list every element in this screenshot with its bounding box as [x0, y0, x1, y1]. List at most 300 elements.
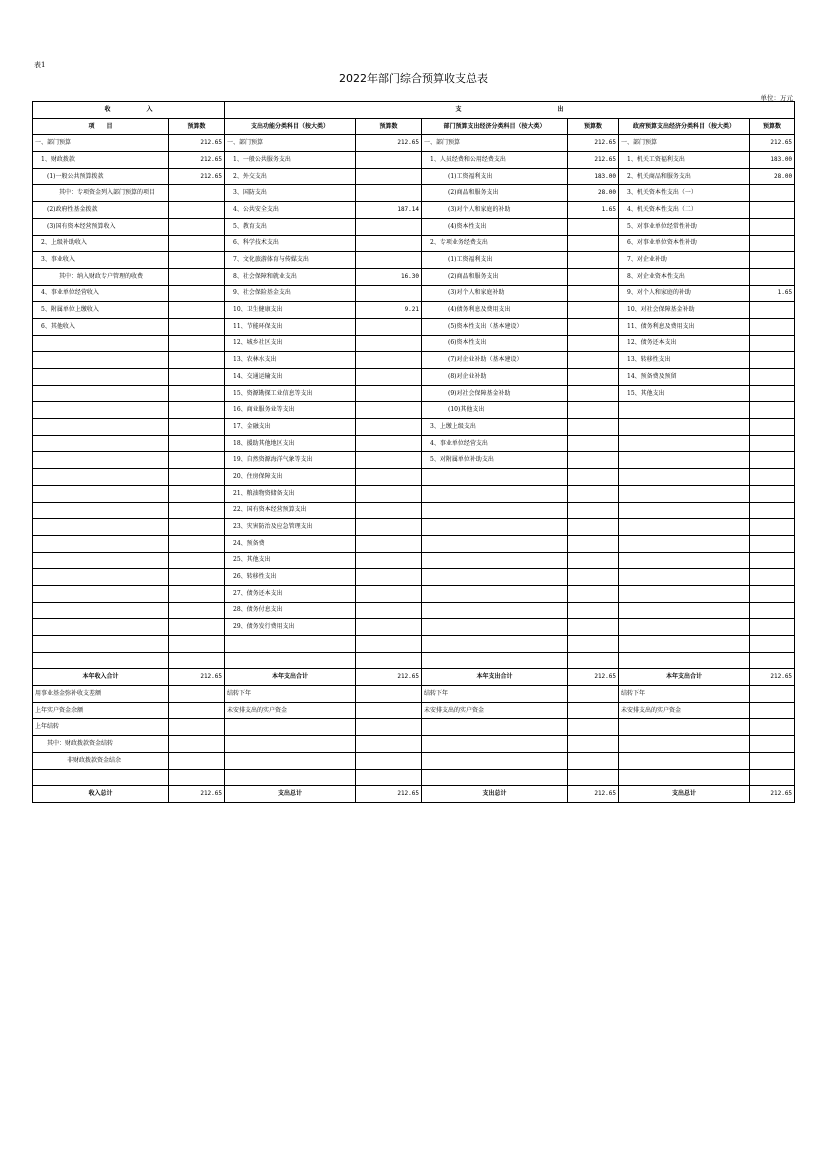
item-cell	[33, 352, 169, 369]
table-row	[33, 686, 795, 703]
table-row	[33, 469, 795, 486]
amount-cell	[568, 636, 619, 653]
amount-cell	[169, 235, 225, 252]
item-cell: 4、事业单位经营收入	[33, 285, 169, 302]
amount-cell	[568, 552, 619, 569]
item-cell	[225, 736, 356, 753]
item-cell: 收入总计	[33, 786, 169, 803]
table-row	[33, 185, 795, 202]
item-cell	[225, 719, 356, 736]
item-cell	[33, 519, 169, 536]
amount-cell	[568, 352, 619, 369]
item-cell: 一、部门预算	[422, 135, 568, 152]
item-cell: 未安排支出的实户资金	[422, 702, 568, 719]
table-row	[33, 369, 795, 386]
item-cell	[33, 335, 169, 352]
item-cell: 16、商业服务业等支出	[225, 402, 356, 419]
item-cell: 13、农林水支出	[225, 352, 356, 369]
item-cell	[422, 585, 568, 602]
item-cell	[33, 485, 169, 502]
item-cell: (3)对个人和家庭的补助	[422, 202, 568, 219]
item-cell: 22、国有资本经营预算支出	[225, 502, 356, 519]
amount-cell	[356, 469, 422, 486]
table-row	[33, 402, 795, 419]
amount-cell	[750, 469, 795, 486]
amount-cell	[568, 302, 619, 319]
table-row	[33, 135, 795, 152]
item-cell: 3、事业收入	[33, 252, 169, 269]
item-cell: 14、交通运输支出	[225, 369, 356, 386]
item-cell: 5、教育支出	[225, 218, 356, 235]
amount-cell	[750, 419, 795, 436]
table-row	[33, 168, 795, 185]
item-cell: 21、粮油物资储备支出	[225, 485, 356, 502]
amount-cell	[169, 385, 225, 402]
item-cell: 4、机关资本性支出（二）	[619, 202, 750, 219]
amount-cell: 183.00	[568, 168, 619, 185]
amount-cell	[356, 619, 422, 636]
amount-cell	[568, 585, 619, 602]
item-cell: 支出总计	[619, 786, 750, 803]
table-row	[33, 602, 795, 619]
amount-cell	[568, 502, 619, 519]
item-cell	[619, 519, 750, 536]
item-cell	[33, 569, 169, 586]
amount-cell	[568, 335, 619, 352]
item-cell	[619, 419, 750, 436]
item-cell	[33, 652, 169, 669]
table-number: 表1	[34, 61, 46, 69]
item-cell	[619, 752, 750, 769]
item-cell: (10)其他支出	[422, 402, 568, 419]
amount-cell	[750, 619, 795, 636]
amount-cell	[356, 552, 422, 569]
item-cell	[619, 502, 750, 519]
item-cell: 本年支出合计	[225, 669, 356, 686]
amount-cell	[169, 185, 225, 202]
amount-cell	[750, 552, 795, 569]
item-cell: (4)资本性支出	[422, 218, 568, 235]
amount-cell	[169, 335, 225, 352]
amount-cell	[750, 402, 795, 419]
amount-cell	[568, 235, 619, 252]
total-row	[33, 786, 795, 803]
table-row	[33, 585, 795, 602]
item-cell	[33, 619, 169, 636]
table-row	[33, 335, 795, 352]
amount-cell: 212.65	[356, 135, 422, 152]
item-cell	[33, 369, 169, 386]
amount-cell	[356, 736, 422, 753]
item-cell: (2)商品和服务支出	[422, 185, 568, 202]
item-cell	[422, 569, 568, 586]
column-header: 支出功能分类科目（按大类）	[225, 118, 356, 135]
amount-cell: 212.65	[568, 135, 619, 152]
table-row	[33, 636, 795, 653]
amount-cell: 212.65	[750, 786, 795, 803]
item-cell: 5、对附属单位补助支出	[422, 452, 568, 469]
item-cell: (3)对个人和家庭补助	[422, 285, 568, 302]
item-cell: 2、专项业务经费支出	[422, 235, 568, 252]
item-cell	[619, 636, 750, 653]
amount-cell: 212.65	[169, 152, 225, 169]
table-row	[33, 485, 795, 502]
item-cell: 9、对个人和家庭的补助	[619, 285, 750, 302]
item-cell: 1、财政拨款	[33, 152, 169, 169]
item-cell: 未安排支出的实户资金	[619, 702, 750, 719]
item-cell: 1、一般公共服务支出	[225, 152, 356, 169]
item-cell	[422, 519, 568, 536]
amount-cell	[356, 452, 422, 469]
amount-cell	[169, 519, 225, 536]
amount-cell	[356, 385, 422, 402]
column-header: 政府预算支出经济分类科目（按大类）	[619, 118, 750, 135]
table-row	[33, 235, 795, 252]
table-row	[33, 702, 795, 719]
item-cell: 未安排支出的实户资金	[225, 702, 356, 719]
amount-cell: 28.00	[568, 185, 619, 202]
amount-cell	[568, 452, 619, 469]
amount-cell	[169, 402, 225, 419]
amount-cell	[356, 369, 422, 386]
item-cell: 10、卫生健康支出	[225, 302, 356, 319]
amount-cell	[169, 419, 225, 436]
item-cell	[225, 636, 356, 653]
amount-cell	[568, 519, 619, 536]
item-cell: 10、对社会保障基金补助	[619, 302, 750, 319]
amount-cell	[169, 469, 225, 486]
table-row	[33, 552, 795, 569]
item-cell	[33, 469, 169, 486]
amount-cell	[356, 419, 422, 436]
amount-cell	[750, 235, 795, 252]
amount-cell	[750, 602, 795, 619]
item-cell	[422, 719, 568, 736]
amount-cell: 183.00	[750, 152, 795, 169]
item-cell	[619, 769, 750, 786]
amount-cell	[169, 535, 225, 552]
item-cell: 8、社会保障和就业支出	[225, 268, 356, 285]
item-cell	[619, 402, 750, 419]
amount-cell	[169, 552, 225, 569]
amount-cell	[568, 369, 619, 386]
item-cell: 28、债务付息支出	[225, 602, 356, 619]
item-cell: 29、债务发行费用支出	[225, 619, 356, 636]
item-cell	[619, 569, 750, 586]
amount-cell	[750, 502, 795, 519]
amount-cell	[568, 619, 619, 636]
amount-cell	[356, 185, 422, 202]
amount-cell	[750, 252, 795, 269]
item-cell: 本年支出合计	[422, 669, 568, 686]
item-cell	[33, 552, 169, 569]
amount-cell	[356, 335, 422, 352]
amount-cell	[568, 652, 619, 669]
item-cell	[422, 535, 568, 552]
item-cell: 6、科学技术支出	[225, 235, 356, 252]
item-cell	[422, 552, 568, 569]
amount-cell	[568, 218, 619, 235]
amount-cell: 212.65	[169, 786, 225, 803]
amount-cell	[750, 435, 795, 452]
amount-cell	[169, 769, 225, 786]
item-cell: 8、对企业资本性支出	[619, 268, 750, 285]
item-cell: 3、机关资本性支出（一）	[619, 185, 750, 202]
total-row	[33, 669, 795, 686]
item-cell: 其中：纳入财政专户管理的收费	[33, 268, 169, 285]
item-cell	[33, 385, 169, 402]
table-row	[33, 652, 795, 669]
amount-cell	[750, 335, 795, 352]
item-cell	[619, 485, 750, 502]
item-cell	[33, 452, 169, 469]
amount-cell	[356, 652, 422, 669]
amount-cell: 212.65	[568, 669, 619, 686]
amount-cell	[750, 652, 795, 669]
item-cell: 24、预备费	[225, 535, 356, 552]
item-cell	[33, 602, 169, 619]
table-row	[33, 736, 795, 753]
amount-cell	[356, 602, 422, 619]
amount-cell	[169, 285, 225, 302]
amount-cell	[356, 636, 422, 653]
amount-cell: 212.65	[356, 669, 422, 686]
amount-cell	[356, 686, 422, 703]
amount-cell	[169, 619, 225, 636]
amount-cell	[169, 252, 225, 269]
amount-cell	[568, 686, 619, 703]
amount-cell	[356, 402, 422, 419]
amount-cell	[169, 686, 225, 703]
amount-cell	[169, 652, 225, 669]
amount-cell	[750, 452, 795, 469]
item-cell: 14、预备费及预留	[619, 369, 750, 386]
item-cell	[422, 769, 568, 786]
item-cell: 结转下年	[225, 686, 356, 703]
amount-cell	[568, 318, 619, 335]
amount-cell	[750, 569, 795, 586]
column-header: 部门预算支出经济分类科目（按大类）	[422, 118, 568, 135]
item-cell: 结转下年	[619, 686, 750, 703]
item-cell: 上年结转	[33, 719, 169, 736]
item-cell: 其中：专项资金列入部门预算的项目	[33, 185, 169, 202]
amount-cell	[169, 736, 225, 753]
item-cell	[422, 502, 568, 519]
item-cell	[619, 452, 750, 469]
item-cell	[619, 652, 750, 669]
amount-cell: 212.65	[750, 135, 795, 152]
amount-cell	[169, 602, 225, 619]
item-cell	[33, 419, 169, 436]
item-cell	[33, 535, 169, 552]
item-cell	[422, 736, 568, 753]
amount-cell	[750, 769, 795, 786]
amount-cell	[568, 402, 619, 419]
item-cell: 其中：财政拨款资金结转	[33, 736, 169, 753]
amount-cell	[750, 318, 795, 335]
amount-cell	[750, 535, 795, 552]
amount-cell	[750, 369, 795, 386]
amount-cell	[568, 252, 619, 269]
item-cell	[422, 652, 568, 669]
amount-cell	[750, 302, 795, 319]
amount-cell	[750, 202, 795, 219]
amount-cell	[169, 452, 225, 469]
table-row	[33, 385, 795, 402]
amount-cell	[356, 702, 422, 719]
table-row	[33, 318, 795, 335]
table-row	[33, 452, 795, 469]
column-header: 预算数	[356, 118, 422, 135]
amount-cell	[356, 318, 422, 335]
item-cell: 一、部门预算	[33, 135, 169, 152]
amount-cell: 212.65	[356, 786, 422, 803]
amount-cell	[356, 569, 422, 586]
item-cell	[422, 752, 568, 769]
amount-cell	[356, 769, 422, 786]
amount-cell	[356, 435, 422, 452]
item-cell	[422, 485, 568, 502]
amount-cell	[750, 218, 795, 235]
item-cell: 3、上缴上级支出	[422, 419, 568, 436]
amount-cell	[568, 469, 619, 486]
amount-cell	[169, 202, 225, 219]
item-cell: (3)国有资本经营预算收入	[33, 218, 169, 235]
table-row	[33, 769, 795, 786]
item-cell: (9)对社会保障基金补助	[422, 385, 568, 402]
item-cell	[619, 552, 750, 569]
amount-cell	[568, 268, 619, 285]
amount-cell	[169, 302, 225, 319]
item-cell: (4)债务利息及费用支出	[422, 302, 568, 319]
item-cell: 26、转移性支出	[225, 569, 356, 586]
item-cell	[33, 502, 169, 519]
item-cell: (1)一般公共预算拨款	[33, 168, 169, 185]
amount-cell	[356, 502, 422, 519]
item-cell: 7、对企业补助	[619, 252, 750, 269]
amount-cell: 28.00	[750, 168, 795, 185]
item-cell	[33, 585, 169, 602]
item-cell	[422, 469, 568, 486]
item-cell: 23、灾害防治及应急管理支出	[225, 519, 356, 536]
amount-cell	[568, 752, 619, 769]
table-row	[33, 252, 795, 269]
amount-cell: 212.65	[169, 135, 225, 152]
amount-cell	[356, 535, 422, 552]
amount-cell	[356, 752, 422, 769]
item-cell	[225, 652, 356, 669]
item-cell: 4、事业单位经营支出	[422, 435, 568, 452]
item-cell: 25、其他支出	[225, 552, 356, 569]
amount-cell: 212.65	[750, 669, 795, 686]
item-cell	[422, 619, 568, 636]
amount-cell	[568, 435, 619, 452]
amount-cell	[750, 736, 795, 753]
item-cell: 2、外交支出	[225, 168, 356, 185]
amount-cell	[750, 485, 795, 502]
amount-cell	[169, 318, 225, 335]
item-cell: 5、附属单位上缴收入	[33, 302, 169, 319]
table-row	[33, 352, 795, 369]
amount-cell	[568, 736, 619, 753]
amount-cell	[169, 752, 225, 769]
column-header: 预算数	[750, 118, 795, 135]
amount-cell	[356, 719, 422, 736]
table-row	[33, 419, 795, 436]
table-row	[33, 535, 795, 552]
amount-cell	[750, 185, 795, 202]
item-cell: 3、国防支出	[225, 185, 356, 202]
item-cell	[422, 636, 568, 653]
item-cell: 15、资源勘探工业信息等支出	[225, 385, 356, 402]
amount-cell	[750, 636, 795, 653]
item-cell: (5)资本性支出（基本建设）	[422, 318, 568, 335]
item-cell: (1)工资福利支出	[422, 168, 568, 185]
amount-cell: 1.65	[750, 285, 795, 302]
amount-cell	[169, 485, 225, 502]
income-section-header: 收 入	[33, 102, 225, 119]
item-cell: 13、转移性支出	[619, 352, 750, 369]
amount-cell	[356, 485, 422, 502]
item-cell: 支出总计	[225, 786, 356, 803]
amount-cell	[750, 686, 795, 703]
item-cell: 7、文化旅游体育与传媒支出	[225, 252, 356, 269]
amount-cell	[568, 285, 619, 302]
amount-cell: 16.30	[356, 268, 422, 285]
amount-cell	[169, 569, 225, 586]
amount-cell	[568, 569, 619, 586]
amount-cell	[356, 585, 422, 602]
amount-cell: 212.65	[568, 786, 619, 803]
item-cell: 11、债务利息及费用支出	[619, 318, 750, 335]
item-cell	[33, 402, 169, 419]
table-row	[33, 569, 795, 586]
amount-cell	[568, 385, 619, 402]
item-cell: (8)对企业补助	[422, 369, 568, 386]
item-cell: (6)资本性支出	[422, 335, 568, 352]
item-cell: 12、债务还本支出	[619, 335, 750, 352]
item-cell	[619, 602, 750, 619]
item-cell	[619, 435, 750, 452]
item-cell	[619, 736, 750, 753]
item-cell: 一、部门预算	[619, 135, 750, 152]
section-header-row	[33, 102, 795, 119]
item-cell: 27、债务还本支出	[225, 585, 356, 602]
expense-section-header: 支 出	[225, 102, 795, 119]
table-row	[33, 435, 795, 452]
table-row	[33, 202, 795, 219]
item-cell: 17、金融支出	[225, 419, 356, 436]
item-cell: (2)政府性基金拨款	[33, 202, 169, 219]
item-cell: 本年支出合计	[619, 669, 750, 686]
amount-cell	[568, 702, 619, 719]
amount-cell: 9.21	[356, 302, 422, 319]
amount-cell	[356, 152, 422, 169]
item-cell	[619, 719, 750, 736]
item-cell	[225, 769, 356, 786]
item-cell	[619, 469, 750, 486]
item-cell	[225, 752, 356, 769]
item-cell: 1、人员经费和公用经费支出	[422, 152, 568, 169]
item-cell: 非财政拨款资金结余	[33, 752, 169, 769]
amount-cell	[568, 419, 619, 436]
column-header: 预算数	[568, 118, 619, 135]
item-cell: 上年实户资金余额	[33, 702, 169, 719]
amount-cell	[169, 502, 225, 519]
unit-label: 单位：万元	[760, 94, 793, 102]
amount-cell	[169, 268, 225, 285]
table-row	[33, 719, 795, 736]
